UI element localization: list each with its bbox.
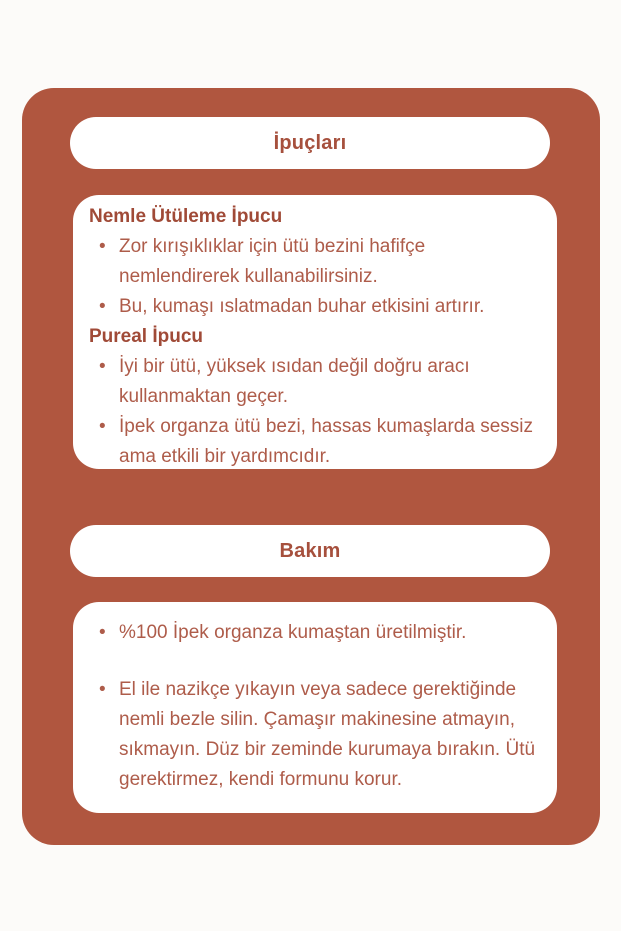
care-item: • El ile nazikçe yıkayın veya sadece gerektiğinde nemli bezle silin. Çamaşır makinesine atmayın, sıkmayın. Düz bir zeminde kurumaya bırakın. Ütü gerektirmez, kendi formunu korur. xyxy=(89,675,541,795)
tip-item: • Bu, kumaşı ıslatmadan buhar etkisini artırır. xyxy=(89,292,541,322)
tip-item: • İpek organza ütü bezi, hassas kumaşlarda sessiz ama etkili bir yardımcıdır. xyxy=(89,412,541,472)
tip-group-heading-damp-ironing: Nemle Ütüleme İpucu xyxy=(89,206,283,227)
care-box xyxy=(73,602,557,813)
care-list xyxy=(89,618,541,795)
tip-list-damp-ironing xyxy=(89,232,541,322)
section-header-tips-label: İpuçları xyxy=(273,131,347,154)
care-item: • %100 İpek organza kumaştan üretilmiştir. xyxy=(89,618,541,648)
tips-box xyxy=(73,195,557,469)
tip-group-heading-pureal: Pureal İpucu xyxy=(89,326,204,347)
info-card xyxy=(22,88,600,845)
section-header-care-label: Bakım xyxy=(279,539,341,562)
section-header-care xyxy=(70,525,550,577)
section-header-tips xyxy=(70,117,550,169)
tip-item: • İyi bir ütü, yüksek ısıdan değil doğru aracı kullanmaktan geçer. xyxy=(89,352,541,412)
tip-item: • Zor kırışıklıklar için ütü bezini hafifçe nemlendirerek kullanabilirsiniz. xyxy=(89,232,541,292)
tip-list-pureal xyxy=(89,352,541,472)
